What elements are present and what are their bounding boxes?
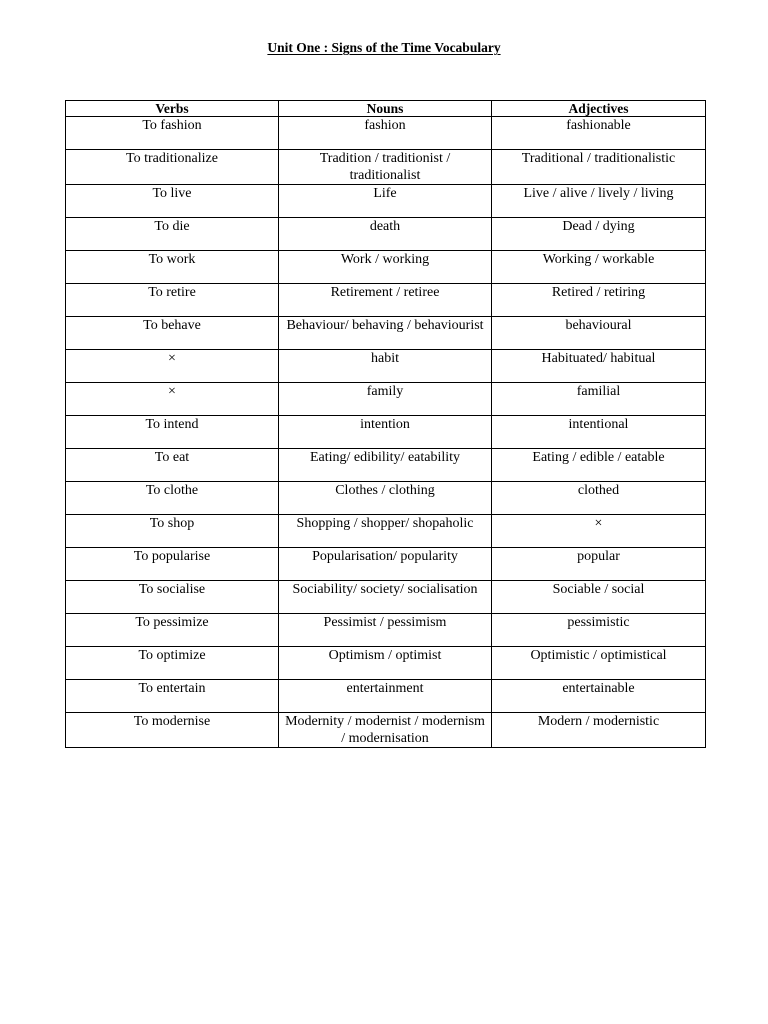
noun-cell: Life <box>279 185 492 218</box>
adjective-cell: × <box>492 515 706 548</box>
header-verbs: Verbs <box>66 101 279 117</box>
header-nouns: Nouns <box>279 101 492 117</box>
table-header-row <box>66 101 706 117</box>
noun-cell: Eating/ edibility/ eatability <box>279 449 492 482</box>
verb-cell: To work <box>66 251 279 284</box>
vocabulary-table <box>65 100 706 748</box>
adjective-cell: pessimistic <box>492 614 706 647</box>
verb-cell: To fashion <box>66 117 279 150</box>
noun-cell: entertainment <box>279 680 492 713</box>
verb-cell: To shop <box>66 515 279 548</box>
verb-cell: To clothe <box>66 482 279 515</box>
adjective-cell: Dead / dying <box>492 218 706 251</box>
noun-cell: Work / working <box>279 251 492 284</box>
table-row <box>66 449 706 482</box>
page-title: Unit One : Signs of the Time Vocabulary <box>267 40 501 55</box>
noun-cell: habit <box>279 350 492 383</box>
verb-cell: × <box>66 350 279 383</box>
table-row <box>66 150 706 185</box>
noun-cell: Clothes / clothing <box>279 482 492 515</box>
header-adjectives: Adjectives <box>492 101 706 117</box>
verb-cell: To pessimize <box>66 614 279 647</box>
noun-cell: family <box>279 383 492 416</box>
table-row <box>66 482 706 515</box>
adjective-cell: Working / workable <box>492 251 706 284</box>
table-row <box>66 383 706 416</box>
adjective-cell: Live / alive / lively / living <box>492 185 706 218</box>
adjective-cell: entertainable <box>492 680 706 713</box>
verb-cell: To eat <box>66 449 279 482</box>
table-row <box>66 614 706 647</box>
adjective-cell: familial <box>492 383 706 416</box>
table-row <box>66 515 706 548</box>
noun-cell: Shopping / shopper/ shopaholic <box>279 515 492 548</box>
adjective-cell: behavioural <box>492 317 706 350</box>
adjective-cell: Traditional / traditionalistic <box>492 150 706 185</box>
table-row <box>66 647 706 680</box>
verb-cell: To live <box>66 185 279 218</box>
verb-cell: To intend <box>66 416 279 449</box>
table-row <box>66 251 706 284</box>
verb-cell: To retire <box>66 284 279 317</box>
noun-cell: fashion <box>279 117 492 150</box>
adjective-cell: clothed <box>492 482 706 515</box>
table-row <box>66 350 706 383</box>
noun-cell: Modernity / modernist / modernism / modernisation <box>279 713 492 748</box>
adjective-cell: Retired / retiring <box>492 284 706 317</box>
adjective-cell: intentional <box>492 416 706 449</box>
table-row <box>66 117 706 150</box>
noun-cell: Retirement / retiree <box>279 284 492 317</box>
noun-cell: Optimism / optimist <box>279 647 492 680</box>
verb-cell: To modernise <box>66 713 279 748</box>
table-row <box>66 317 706 350</box>
verb-cell: To traditionalize <box>66 150 279 185</box>
noun-cell: death <box>279 218 492 251</box>
table-row <box>66 218 706 251</box>
table-row <box>66 548 706 581</box>
table-row <box>66 581 706 614</box>
verb-cell: To behave <box>66 317 279 350</box>
table-row <box>66 185 706 218</box>
verb-cell: To popularise <box>66 548 279 581</box>
adjective-cell: Sociable / social <box>492 581 706 614</box>
adjective-cell: Eating / edible / eatable <box>492 449 706 482</box>
verb-cell: To die <box>66 218 279 251</box>
adjective-cell: Optimistic / optimistical <box>492 647 706 680</box>
table-row <box>66 713 706 748</box>
adjective-cell: Modern / modernistic <box>492 713 706 748</box>
table-row <box>66 680 706 713</box>
noun-cell: Pessimist / pessimism <box>279 614 492 647</box>
noun-cell: Behaviour/ behaving / behaviourist <box>279 317 492 350</box>
adjective-cell: fashionable <box>492 117 706 150</box>
adjective-cell: popular <box>492 548 706 581</box>
adjective-cell: Habituated/ habitual <box>492 350 706 383</box>
noun-cell: Tradition / traditionist / traditionalist <box>279 150 492 185</box>
table-row <box>66 416 706 449</box>
table-row <box>66 284 706 317</box>
noun-cell: Popularisation/ popularity <box>279 548 492 581</box>
verb-cell: To entertain <box>66 680 279 713</box>
verb-cell: × <box>66 383 279 416</box>
noun-cell: intention <box>279 416 492 449</box>
verb-cell: To optimize <box>66 647 279 680</box>
noun-cell: Sociability/ society/ socialisation <box>279 581 492 614</box>
verb-cell: To socialise <box>66 581 279 614</box>
